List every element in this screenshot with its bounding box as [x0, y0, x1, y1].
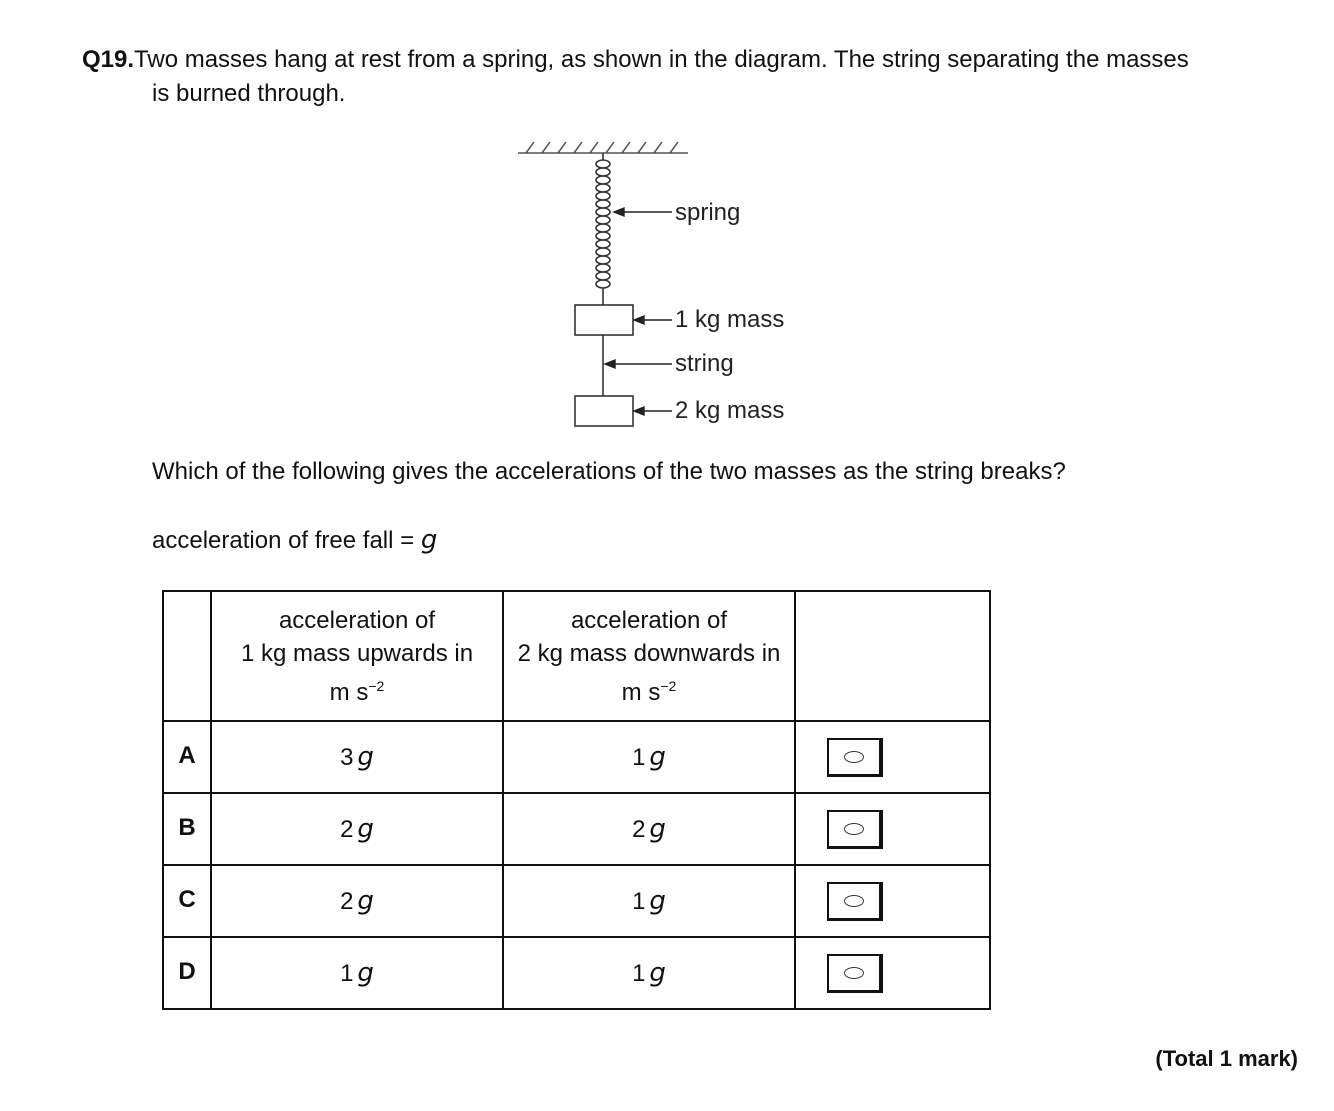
option-a-downwards: 1 g	[503, 721, 795, 793]
option-d-upwards: 1 g	[211, 937, 503, 1009]
option-d-answer-cell	[795, 937, 990, 1009]
option-b-upwards: 2 g	[211, 793, 503, 865]
ceiling	[518, 142, 688, 153]
option-a-upwards: 3 g	[211, 721, 503, 793]
option-c-downwards: 1 g	[503, 865, 795, 937]
total-marks: (Total 1 mark)	[1155, 1046, 1298, 1071]
option-b-answer-box[interactable]	[827, 810, 883, 849]
free-fall-label: acceleration of free fall =	[152, 527, 421, 554]
table-row	[163, 721, 990, 793]
answer-options-table	[162, 590, 991, 1010]
option-d-answer-box[interactable]	[827, 954, 883, 993]
header-downwards-line2: 2 kg mass downwards in	[517, 639, 781, 667]
header-answer-cell	[795, 591, 990, 721]
string-label: string	[675, 350, 734, 377]
question-text-line1	[82, 46, 1189, 74]
header-downwards-unit: m s	[621, 678, 661, 706]
option-c-bubble-icon	[844, 895, 864, 907]
option-letter-d: D	[163, 937, 211, 1009]
table-row	[163, 793, 990, 865]
question-text-line2: is burned through.	[152, 80, 346, 107]
option-c-upwards: 2 g	[211, 865, 503, 937]
header-upwards-unit-line	[212, 670, 502, 709]
table-header-row	[163, 591, 990, 721]
option-b-bubble-icon	[844, 823, 864, 835]
option-a-answer-box[interactable]	[827, 738, 883, 777]
header-downwards-unit-line	[504, 670, 794, 709]
table-row	[163, 937, 990, 1009]
mass1-label: 1 kg mass	[675, 306, 785, 333]
option-d-bubble-icon	[844, 967, 864, 979]
option-d-downwards: 1 g	[503, 937, 795, 1009]
option-letter-c: C	[163, 865, 211, 937]
spring-label: spring	[675, 199, 741, 226]
option-c-answer-box[interactable]	[827, 882, 883, 921]
question-prompt: Which of the following gives the accelerations of the two masses as the string breaks?	[152, 458, 1066, 485]
mass-2kg-block	[575, 396, 633, 426]
header-downwards-exponent: −2	[660, 677, 677, 694]
option-a-answer-cell	[795, 721, 990, 793]
header-upwards-exponent: −2	[368, 677, 385, 694]
spring-mass-diagram	[510, 130, 830, 440]
option-b-answer-cell	[795, 793, 990, 865]
mass-1kg-block	[575, 305, 633, 335]
header-upwards	[211, 591, 503, 721]
option-c-answer-cell	[795, 865, 990, 937]
question-number: Q19.	[82, 46, 135, 73]
header-upwards-unit: m s	[329, 678, 369, 706]
header-upwards-line1: acceleration of	[278, 606, 436, 634]
table-row	[163, 865, 990, 937]
option-b-downwards: 2 g	[503, 793, 795, 865]
option-letter-b: B	[163, 793, 211, 865]
header-downwards-line1: acceleration of	[570, 606, 728, 634]
option-letter-a: A	[163, 721, 211, 793]
header-upwards-line2: 1 kg mass upwards in	[240, 639, 474, 667]
option-a-bubble-icon	[844, 751, 864, 763]
header-letter-cell	[163, 591, 211, 721]
free-fall-symbol: g	[420, 525, 438, 555]
spring-coil	[596, 153, 610, 305]
header-downwards	[503, 591, 795, 721]
mass2-label: 2 kg mass	[675, 397, 785, 424]
free-fall-note	[152, 525, 437, 555]
question-stem: Two masses hang at rest from a spring, as shown in the diagram. The string separating the masses	[134, 46, 1189, 73]
